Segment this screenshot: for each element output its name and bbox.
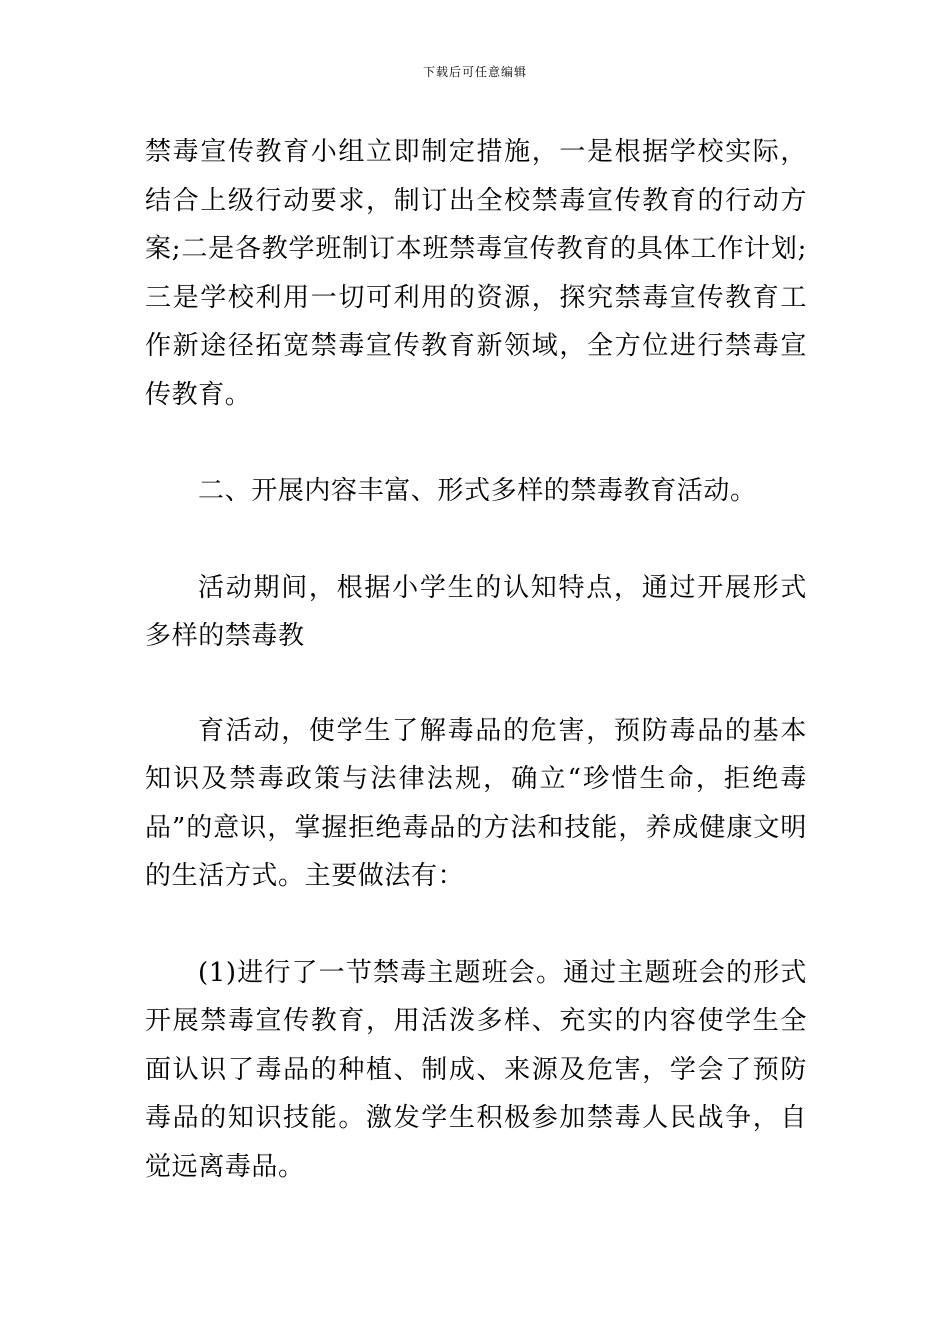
paragraph-measures: 禁毒宣传教育小组立即制定措施，一是根据学校实际，结合上级行动要求，制订出全校禁毒宣传教育的行动方案;二是各教学班制订本班禁毒宣传教育的具体工作计划;三是学校利用一切可利用的资源，探究禁毒宣传教育工作新途径拓宽禁毒宣传教育新领域，全方位进行禁毒宣传教育。 <box>145 137 807 410</box>
paragraph-class-meeting: (1)进行了一节禁毒主题班会。通过主题班会的形式开展禁毒宣传教育，用活泼多样、充实的内容使学生全面认识了毒品的种植、制成、来源及危害，学会了预防毒品的知识技能。激发学生积极参加禁毒人民战争，自觉远离毒品。 <box>145 957 807 1182</box>
paragraph-activity-period: 活动期间，根据小学生的认知特点，通过开展形式多样的禁毒教 <box>145 572 807 651</box>
paragraph-spacer <box>145 516 807 564</box>
paragraph-spacer <box>145 419 807 467</box>
document-body <box>145 128 807 1191</box>
paragraph-spacer <box>145 661 807 707</box>
paragraph-spacer <box>145 901 807 949</box>
page-header-note: 下载后可任意编辑 <box>422 65 527 79</box>
section-heading-activities: 二、开展内容丰富、形式多样的禁毒教育活动。 <box>198 476 757 506</box>
paragraph-education-goals: 育活动，使学生了解毒品的危害，预防毒品的基本知识及禁毒政策与法律法规，确立“珍惜生命，拒绝毒品”的意识，掌握拒绝毒品的方法和技能，养成健康文明的生活方式。主要做法有： <box>145 715 807 891</box>
